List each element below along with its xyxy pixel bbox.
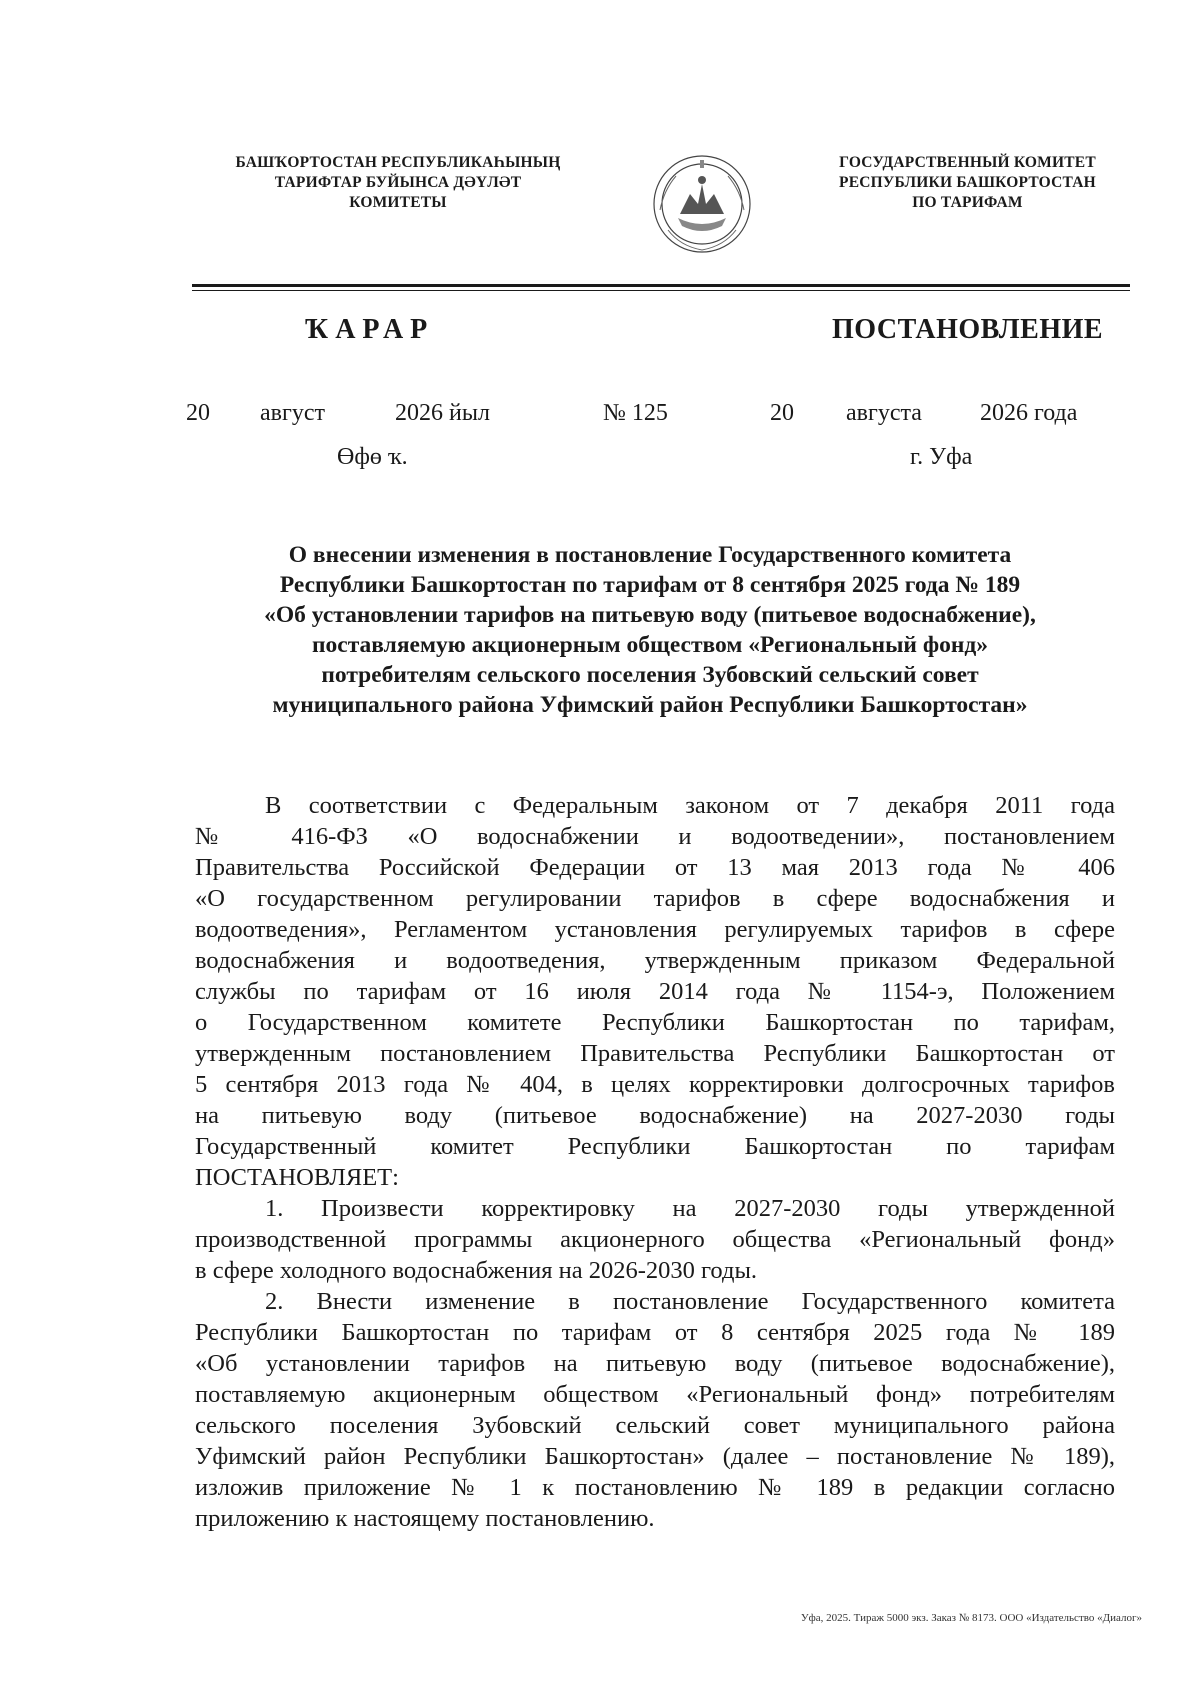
doc-type-russian: ПОСТАНОВЛЕНИЕ	[832, 314, 1104, 345]
doc-type-bashkir: ҠАРАР	[305, 314, 435, 345]
title-line: Республики Башкортостан по тарифам от 8 сентября 2025 года № 189	[279, 572, 1021, 598]
body-line: изложив приложение № 1 к постановлению № 189 в редакции согласно	[195, 1474, 1115, 1501]
document-body	[195, 790, 1115, 1534]
org-name-bashkir	[178, 153, 618, 213]
date-right-month: августа	[846, 400, 922, 426]
body-line: водоотведения», Регламентом установления регулируемых тарифов в сфере	[195, 916, 1115, 943]
body-line: поставляемую акционерным обществом «Региональный фонд» потребителям	[195, 1381, 1115, 1408]
header-divider-thick	[192, 284, 1130, 287]
org-line: ТАРИФТАР БУЙЫНСА ДӘҮЛӘТ	[274, 174, 522, 191]
org-line: БАШҠОРТОСТАН РЕСПУБЛИКАҺЫНЫҢ	[235, 154, 561, 171]
body-line: приложению к настоящему постановлению.	[195, 1505, 655, 1532]
org-name-russian	[805, 153, 1130, 213]
document-number: № 125	[603, 400, 668, 426]
body-line: Правительства Российской Федерации от 13 мая 2013 года № 406	[195, 854, 1115, 881]
body-line: 2. Внести изменение в постановление Государственного комитета	[265, 1288, 1115, 1315]
body-line: службы по тарифам от 16 июля 2014 года № 1154-э, Положением	[195, 978, 1115, 1005]
org-line: КОМИТЕТЫ	[349, 194, 447, 211]
date-left-month: август	[260, 400, 325, 426]
body-line: Уфимский район Республики Башкортостан» (далее – постановление № 189),	[195, 1443, 1115, 1470]
date-right-day: 20	[770, 400, 794, 426]
date-right-year: 2026 года	[980, 400, 1078, 426]
body-line: на питьевую воду (питьевое водоснабжение) на 2027-2030 годы	[195, 1102, 1115, 1129]
title-line: поставляемую акционерным обществом «Региональный фонд»	[311, 632, 989, 658]
date-left-year: 2026 йыл	[395, 400, 490, 426]
body-line: водоснабжения и водоотведения, утвержденным приказом Федеральной	[195, 947, 1115, 974]
body-line: Государственный комитет Республики Башкортостан по тарифам	[195, 1133, 1115, 1160]
city-russian: г. Уфа	[910, 444, 973, 470]
body-line: сельского поселения Зубовский сельский совет муниципального района	[195, 1412, 1115, 1439]
org-line: ПО ТАРИФАМ	[912, 194, 1023, 211]
document-title	[180, 540, 1120, 720]
title-line: О внесении изменения в постановление Государственного комитета	[288, 542, 1012, 568]
city-bashkir: Өфө ҡ.	[337, 444, 408, 470]
org-line: ГОСУДАРСТВЕННЫЙ КОМИТЕТ	[839, 154, 1096, 171]
body-line: производственной программы акционерного общества «Региональный фонд»	[195, 1226, 1115, 1253]
title-line: «Об установлении тарифов на питьевую воду (питьевое водоснабжение),	[264, 602, 1036, 628]
print-imprint-footer: Уфа, 2025. Тираж 5000 экз. Заказ № 8173. ООО «Издательство «Диалог»	[800, 1612, 1142, 1624]
body-line: Республики Башкортостан по тарифам от 8 сентября 2025 года № 189	[195, 1319, 1115, 1346]
body-line: о Государственном комитете Республики Башкортостан по тарифам,	[195, 1009, 1115, 1036]
title-line: муниципального района Уфимский район Республики Башкортостан»	[272, 692, 1028, 718]
body-line: «Об установлении тарифов на питьевую воду (питьевое водоснабжение),	[195, 1350, 1115, 1377]
body-line: 5 сентября 2013 года № 404, в целях корректировки долгосрочных тарифов	[195, 1071, 1115, 1098]
body-line: в сфере холодного водоснабжения на 2026-2030 годы.	[195, 1257, 758, 1284]
body-line: № 416-ФЗ «О водоснабжении и водоотведении», постановлением	[195, 823, 1115, 850]
org-line: РЕСПУБЛИКИ БАШКОРТОСТАН	[839, 174, 1096, 191]
body-line: В соответствии с Федеральным законом от 7 декабря 2011 года	[265, 792, 1115, 819]
coat-of-arms-emblem-icon	[650, 150, 754, 258]
body-line: утвержденным постановлением Правительства Республики Башкортостан от	[195, 1040, 1115, 1067]
body-line: 1. Произвести корректировку на 2027-2030 годы утвержденной	[265, 1195, 1115, 1222]
body-line: ПОСТАНОВЛЯЕТ:	[195, 1164, 399, 1191]
date-left-day: 20	[186, 400, 210, 426]
body-line: «О государственном регулировании тарифов в сфере водоснабжения и	[195, 885, 1115, 912]
header-divider-thin	[192, 290, 1130, 291]
title-line: потребителям сельского поселения Зубовский сельский совет	[321, 662, 979, 688]
